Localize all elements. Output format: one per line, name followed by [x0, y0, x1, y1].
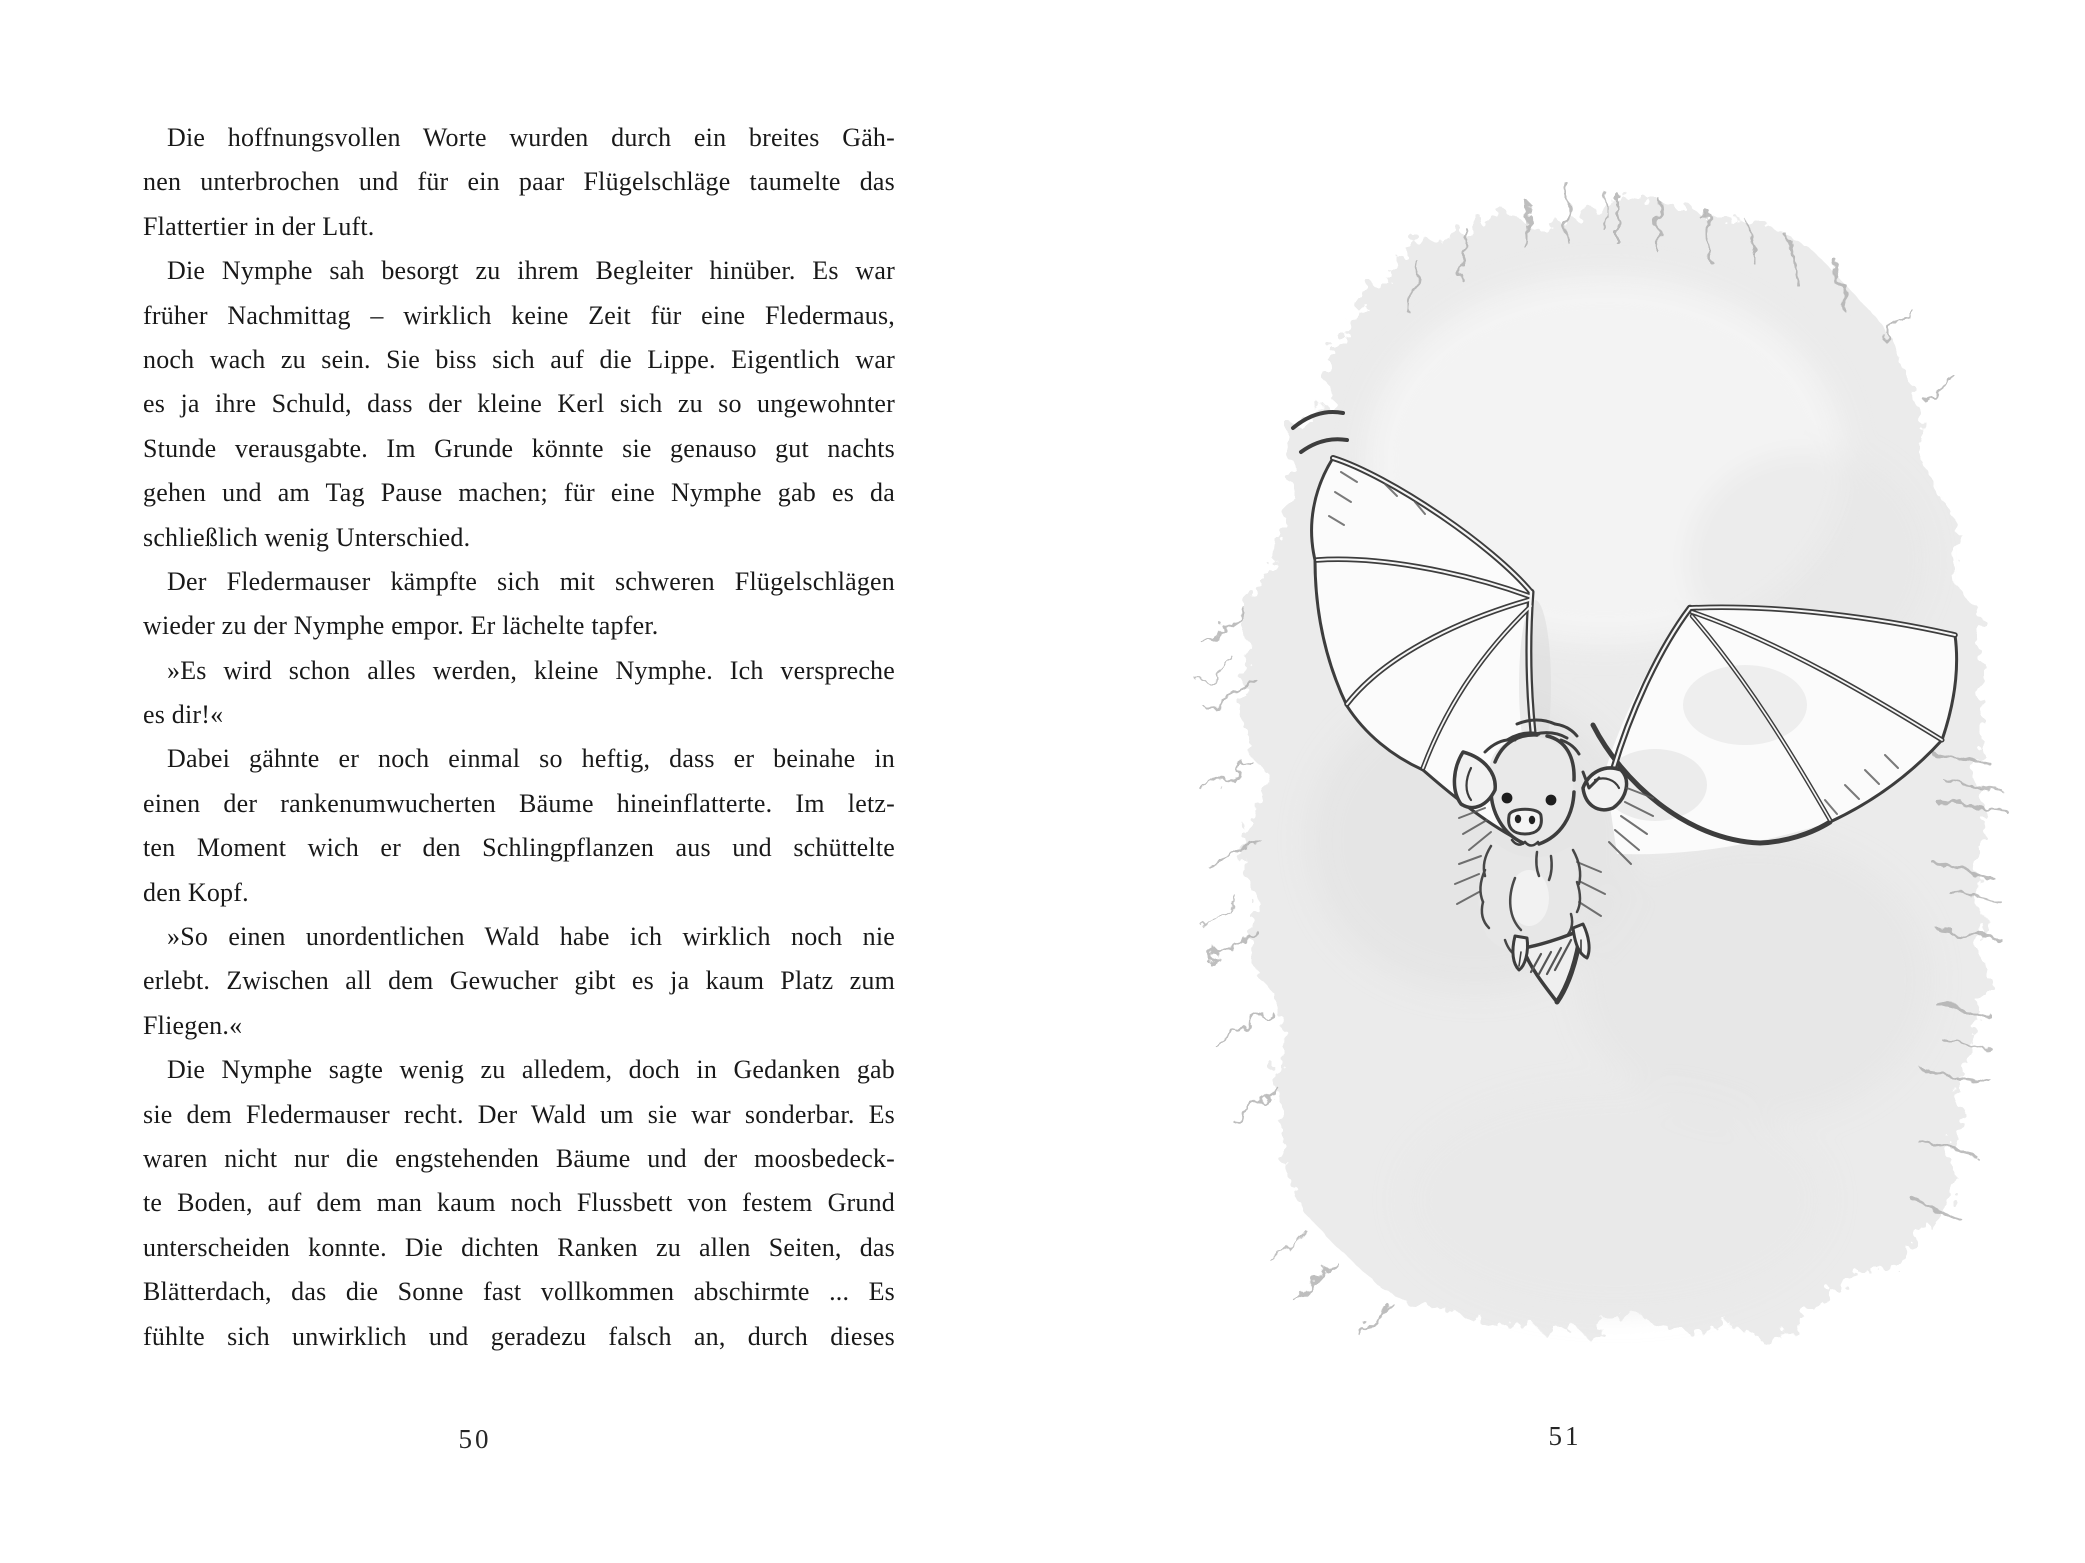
- text-line: gehen und am Tag Pause machen; für eine Nymphe gab es da: [143, 478, 895, 508]
- text-line: schließlich wenig Unterschied.: [143, 522, 471, 552]
- text-line: »So einen unordentlichen Wald habe ich wirklich noch nie: [167, 922, 895, 952]
- text-line: Stunde verausgabte. Im Grunde könnte sie genauso gut nachts: [143, 433, 895, 463]
- text-line: fühlte sich unwirklich und geradezu falsch an, durch dieses: [143, 1321, 895, 1351]
- text-line: es ja ihre Schuld, dass der kleine Kerl sich zu so ungewohnter: [143, 389, 895, 419]
- text-line: ten Moment wich er den Schlingpflanzen aus und schüttelte: [143, 833, 895, 863]
- text-line: Dabei gähnte er noch einmal so heftig, dass er beinahe in: [167, 744, 895, 774]
- text-line: erlebt. Zwischen all dem Gewucher gibt es ja kaum Platz zum: [143, 966, 895, 996]
- text-line: Die Nymphe sagte wenig zu alledem, doch in Gedanken gab: [167, 1055, 895, 1085]
- text-line: Die hoffnungsvollen Worte wurden durch ein breites Gäh-: [167, 123, 895, 152]
- text-line: es dir!«: [143, 700, 224, 730]
- text-line: früher Nachmittag – wirklich keine Zeit für eine Fledermaus,: [143, 300, 895, 330]
- text-line: einen der rankenumwucherten Bäume hineinflatterte. Im letz-: [143, 788, 895, 818]
- text-line: wieder zu der Nymphe empor. Er lächelte tapfer.: [143, 611, 659, 641]
- text-line: sie dem Fledermauser recht. Der Wald um sie war sonderbar. Es: [143, 1099, 895, 1129]
- bat-illustration: [1185, 140, 2025, 1365]
- text-line: Fliegen.«: [143, 1010, 243, 1040]
- text-line: Die Nymphe sah besorgt zu ihrem Begleiter hinüber. Es war: [167, 256, 895, 286]
- text-line: den Kopf.: [143, 877, 249, 907]
- text-line: »Es wird schon alles werden, kleine Nymphe. Ich verspreche: [167, 655, 895, 685]
- text-line: Flattertier in der Luft.: [143, 211, 375, 241]
- text-line: Blätterdach, das die Sonne fast vollkommen abschirmte ... Es: [143, 1277, 895, 1307]
- text-line: waren nicht nur die engstehenden Bäume und der moosbedeck-: [143, 1143, 895, 1173]
- text-line: te Boden, auf dem man kaum noch Flussbett von festem Grund: [143, 1188, 895, 1218]
- page-number-right: 51: [1548, 1421, 1582, 1451]
- text-line: noch wach zu sein. Sie biss sich auf die Lippe. Eigentlich war: [143, 344, 895, 374]
- page-number-left: 50: [458, 1424, 492, 1454]
- text-line: nen unterbrochen und für ein paar Flügelschläge taumelte das: [143, 167, 895, 197]
- text-line: unterscheiden konnte. Die dichten Ranken zu allen Seiten, das: [143, 1232, 895, 1262]
- text-line: Der Fledermauser kämpfte sich mit schweren Flügelschlägen: [167, 566, 895, 596]
